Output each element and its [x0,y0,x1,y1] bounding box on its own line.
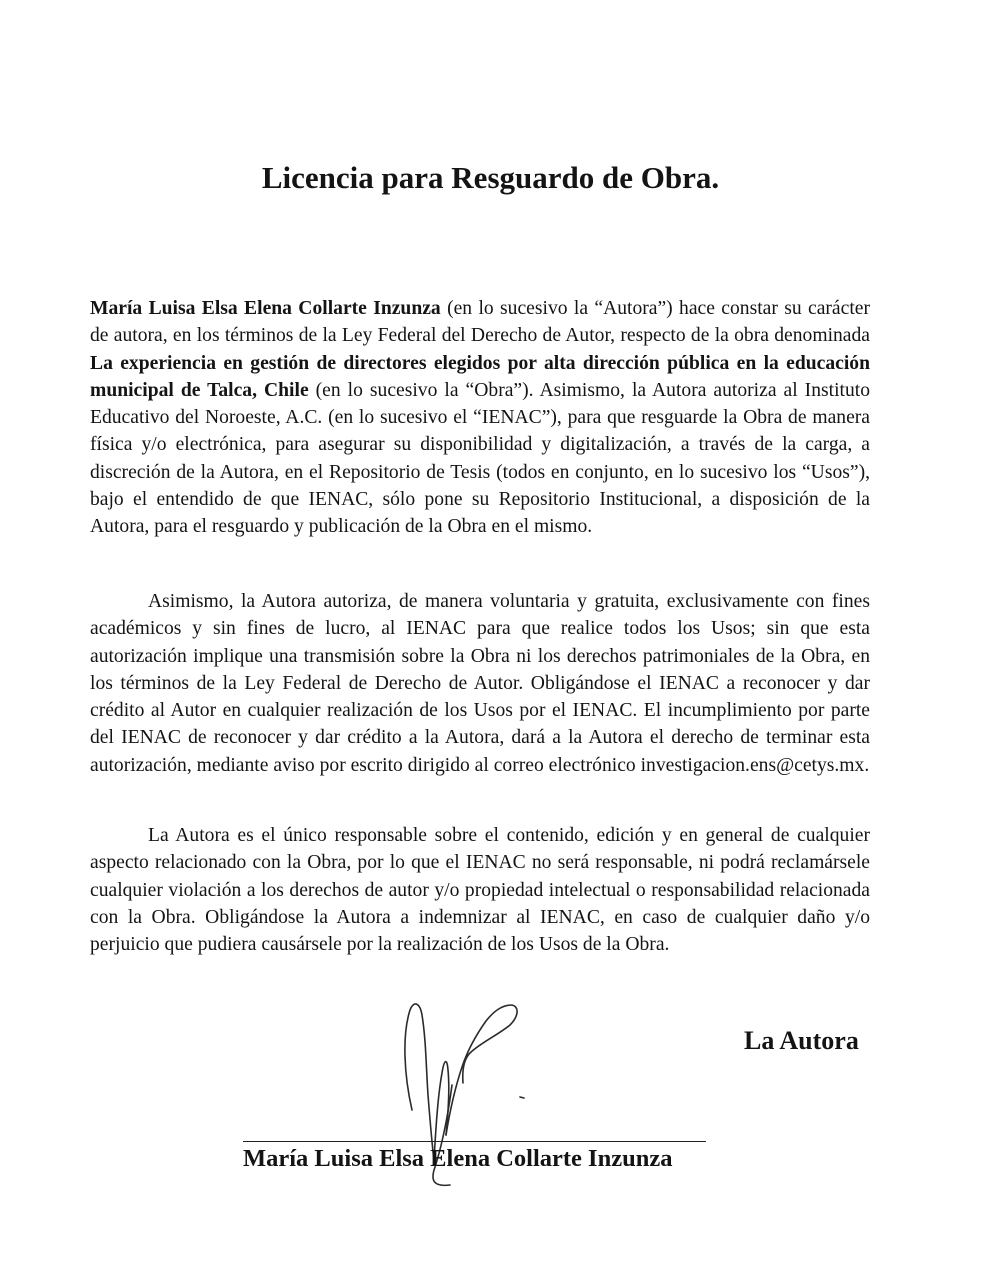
paragraph1-text-a: (en lo sucesivo la “Autora”) hace constar su carácter de autora, en los términos de la Ley Federal del Derecho de Autor, respecto de la obra denominada [90,298,870,347]
author-name-bold: María Luisa Elsa Elena Collarte Inzunza [90,298,441,319]
document-title: Licencia para Resguardo de Obra. [261,160,720,195]
paragraph-author-statement [90,295,870,541]
paragraph-responsibility [90,822,870,958]
paragraph3-text: La Autora es el único responsable sobre el contenido, edición y en general de cualquier aspecto relacionado con la Obra, por lo que el IENAC no será responsable, ni podrá reclamársele cualquier violación a los derechos de autor y/o propiedad intelectual o responsabilidad relacionada con la Obra. Obligándose la Autora a indemnizar al IENAC, en caso de cualquier daño y/o perjuicio que pudiera causársele por la realización de los Usos de la Obra. [90,825,870,956]
paragraph2-text: Asimismo, la Autora autoriza, de manera voluntaria y gratuita, exclusivamente con fines académicos y sin fines de lucro, al IENAC para que realice todos los Usos; sin que esta autorización implique una transmisión sobre la Obra ni los derechos patrimoniales de la Obra, en los términos de la Ley Federal de Derecho de Autor. Obligándose el IENAC a reconocer y dar crédito al Autor en cualquier realización de los Usos por el IENAC. El incumplimiento por parte del IENAC de reconocer y dar crédito a la Autora, dará a la Autora el derecho de terminar esta autorización, mediante aviso por escrito dirigido al correo electrónico investigacion.ens@cetys.mx. [90,591,870,776]
paragraph-authorization [90,588,870,779]
work-title-bold: La experiencia en gestión de directores elegidos por alta dirección pública en la educación municipal de Talca, Chile [90,352,870,401]
signature-role: La Autora [744,1026,859,1055]
paragraph1-text-b: (en lo sucesivo la “Obra”). Asimismo, la Autora autoriza al Instituto Educativo del Noroeste, A.C. (en lo sucesivo el “IENAC”), para que resguarde la Obra de manera física y/o electrónica, para asegurar su disponibilidad y digitalización, a través de la carga, a discreción de la Autora, en el Repositorio de Tesis (todos en conjunto, en lo sucesivo los “Usos”), bajo el entendido de que IENAC, sólo pone su Repositorio Institucional, a disposición de la Autora, para el resguardo y publicación de la Obra en el mismo. [90,379,870,538]
signer-name: María Luisa Elsa Elena Collarte Inzunza [243,1145,673,1172]
